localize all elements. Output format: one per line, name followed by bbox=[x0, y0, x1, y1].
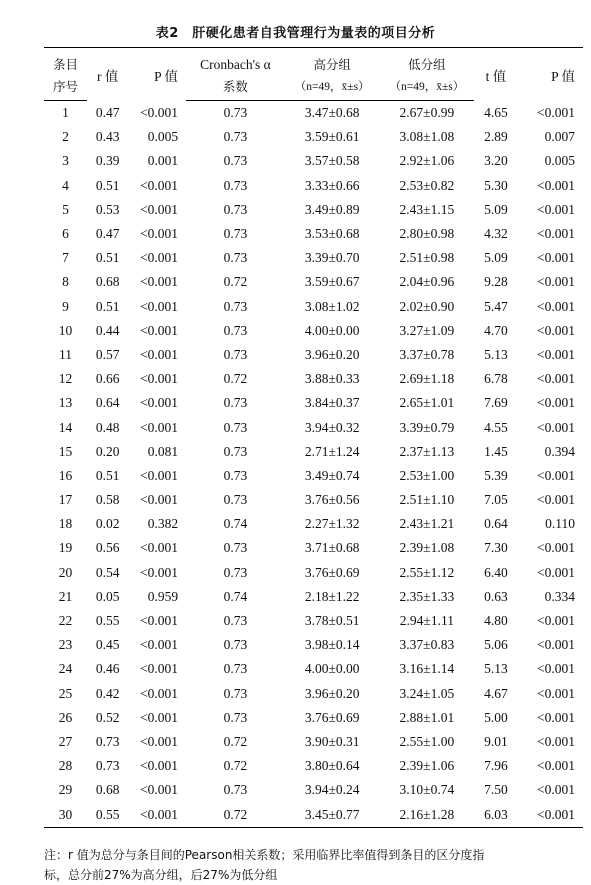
cell-alpha: 0.73 bbox=[223, 613, 248, 629]
header-r: r 值 bbox=[87, 48, 128, 101]
cell-p: <0.001 bbox=[140, 782, 179, 798]
cell-t: 4.65 bbox=[484, 104, 508, 120]
table-row bbox=[44, 706, 583, 730]
cell-alpha: 0.73 bbox=[223, 395, 248, 411]
table-row bbox=[44, 125, 583, 149]
cell-item-no: 24 bbox=[58, 661, 73, 677]
cell-alpha: 0.74 bbox=[223, 516, 248, 532]
table-row bbox=[44, 295, 583, 319]
table-header bbox=[44, 48, 583, 101]
cell-high: 3.78±0.51 bbox=[304, 613, 360, 629]
header-item-no-bottom: 序号 bbox=[44, 76, 87, 101]
cell-low: 2.43±1.15 bbox=[399, 201, 455, 217]
cell-item-no: 14 bbox=[58, 419, 73, 435]
note-line-2: 标，总分前27%为高分组，后27%为低分组 bbox=[44, 868, 278, 882]
cell-high: 3.57±0.58 bbox=[304, 153, 360, 169]
cell-item-no: 22 bbox=[58, 613, 73, 629]
cell-t: 2.89 bbox=[484, 129, 508, 145]
cell-high: 4.00±0.00 bbox=[304, 322, 360, 338]
cell-alpha: 0.72 bbox=[223, 371, 248, 387]
cell-alpha: 0.74 bbox=[223, 588, 248, 604]
cell-r: 0.43 bbox=[95, 129, 120, 145]
table-row bbox=[44, 633, 583, 657]
cell-low: 2.55±1.12 bbox=[399, 564, 455, 580]
cell-p2: 0.005 bbox=[544, 153, 575, 169]
cell-low: 2.69±1.18 bbox=[399, 371, 455, 387]
cell-p: <0.001 bbox=[128, 802, 186, 827]
cell-alpha: 0.73 bbox=[223, 226, 248, 242]
cell-alpha: 0.73 bbox=[223, 201, 248, 217]
cell-p2: 0.110 bbox=[545, 516, 575, 532]
item-analysis-table bbox=[44, 47, 583, 828]
cell-r: 0.02 bbox=[95, 516, 120, 532]
cell-high: 3.39±0.70 bbox=[304, 250, 360, 266]
cell-p2: <0.001 bbox=[537, 467, 575, 483]
cell-alpha: 0.73 bbox=[223, 250, 248, 266]
cell-r: 0.58 bbox=[95, 492, 120, 508]
cell-t: 3.20 bbox=[484, 153, 508, 169]
cell-low: 2.02±0.90 bbox=[399, 298, 455, 314]
cell-p2: <0.001 bbox=[537, 758, 575, 774]
header-p2: P 值 bbox=[518, 48, 583, 101]
cell-alpha: 0.73 bbox=[223, 467, 248, 483]
cell-t: 5.09 bbox=[484, 250, 508, 266]
cell-p2: <0.001 bbox=[537, 346, 575, 362]
cell-r: 0.55 bbox=[87, 802, 128, 827]
cell-r: 0.66 bbox=[95, 371, 120, 387]
cell-p: <0.001 bbox=[140, 637, 179, 653]
cell-p: <0.001 bbox=[140, 104, 179, 120]
table-row bbox=[44, 101, 583, 126]
cell-item-no: 21 bbox=[58, 588, 73, 604]
cell-p: <0.001 bbox=[140, 274, 179, 290]
cell-r: 0.55 bbox=[95, 613, 120, 629]
cell-r: 0.64 bbox=[95, 395, 120, 411]
cell-alpha: 0.73 bbox=[223, 105, 248, 121]
cell-high: 3.88±0.33 bbox=[304, 371, 360, 387]
cell-low: 2.37±1.13 bbox=[399, 443, 455, 459]
cell-t: 4.70 bbox=[484, 322, 508, 338]
header-row-top bbox=[44, 48, 583, 77]
cell-t: 7.96 bbox=[484, 758, 508, 774]
cell-t: 5.30 bbox=[484, 177, 508, 193]
table-row bbox=[44, 198, 583, 222]
table-row bbox=[44, 802, 583, 827]
cell-p: <0.001 bbox=[140, 226, 179, 242]
table-row bbox=[44, 561, 583, 585]
cell-t: 4.32 bbox=[484, 226, 508, 242]
cell-alpha: 0.73 bbox=[223, 564, 248, 580]
table-row bbox=[44, 222, 583, 246]
cell-item-no: 8 bbox=[62, 274, 69, 290]
cell-p: <0.001 bbox=[140, 322, 179, 338]
cell-high: 3.84±0.37 bbox=[304, 395, 360, 411]
cell-p2: <0.001 bbox=[537, 613, 575, 629]
table-body bbox=[44, 101, 583, 828]
cell-p2: 0.334 bbox=[544, 588, 575, 604]
cell-item-no: 10 bbox=[58, 322, 73, 338]
cell-p: <0.001 bbox=[140, 419, 179, 435]
header-high-top: 高分组 bbox=[285, 48, 380, 77]
cell-low: 2.55±1.00 bbox=[399, 733, 455, 749]
cell-p: <0.001 bbox=[140, 685, 179, 701]
cell-low: 2.39±1.08 bbox=[399, 540, 455, 556]
cell-low: 2.39±1.06 bbox=[399, 758, 455, 774]
table-row bbox=[44, 415, 583, 439]
cell-r: 0.73 bbox=[95, 733, 120, 749]
cell-p: <0.001 bbox=[140, 395, 179, 411]
cell-item-no: 12 bbox=[58, 371, 73, 387]
table-row bbox=[44, 464, 583, 488]
cell-item-no: 4 bbox=[62, 177, 69, 193]
cell-r: 0.47 bbox=[95, 104, 120, 120]
cell-low: 2.65±1.01 bbox=[399, 395, 455, 411]
cell-t: 4.55 bbox=[484, 419, 508, 435]
cell-t: 7.69 bbox=[484, 395, 508, 411]
cell-p2: <0.001 bbox=[537, 274, 575, 290]
cell-item-no: 11 bbox=[59, 346, 73, 362]
cell-p2: <0.001 bbox=[537, 250, 575, 266]
cell-t: 6.78 bbox=[484, 371, 508, 387]
cell-r: 0.45 bbox=[95, 637, 120, 653]
cell-item-no: 6 bbox=[62, 226, 69, 242]
cell-r: 0.68 bbox=[95, 782, 120, 798]
cell-p2: <0.001 bbox=[537, 685, 575, 701]
table-row bbox=[44, 778, 583, 802]
cell-item-no: 29 bbox=[58, 782, 73, 798]
cell-p2: <0.001 bbox=[537, 226, 575, 242]
cell-p: <0.001 bbox=[140, 346, 179, 362]
cell-alpha: 0.73 bbox=[223, 782, 248, 798]
cell-low: 2.51±1.10 bbox=[399, 492, 455, 508]
cell-p: <0.001 bbox=[140, 613, 179, 629]
table-row bbox=[44, 174, 583, 198]
table-row bbox=[44, 270, 583, 294]
table-row bbox=[44, 246, 583, 270]
cell-r: 0.51 bbox=[95, 298, 120, 314]
cell-r: 0.20 bbox=[95, 443, 120, 459]
cell-r: 0.53 bbox=[95, 201, 120, 217]
cell-t: 0.63 bbox=[484, 588, 508, 604]
cell-item-no: 19 bbox=[58, 540, 73, 556]
cell-t: 5.13 bbox=[484, 346, 508, 362]
header-t: t 值 bbox=[474, 48, 517, 101]
cell-p2: <0.001 bbox=[537, 709, 575, 725]
table-row bbox=[44, 440, 583, 464]
cell-low: 2.94±1.11 bbox=[399, 613, 454, 629]
cell-alpha: 0.72 bbox=[223, 274, 248, 290]
cell-r: 0.42 bbox=[95, 685, 120, 701]
cell-item-no: 3 bbox=[62, 153, 69, 169]
cell-item-no: 5 bbox=[62, 201, 69, 217]
cell-high: 3.96±0.20 bbox=[304, 685, 360, 701]
cell-alpha: 0.73 bbox=[223, 540, 248, 556]
cell-high: 3.76±0.69 bbox=[304, 564, 360, 580]
cell-t: 5.39 bbox=[484, 467, 508, 483]
cell-t: 0.64 bbox=[484, 516, 508, 532]
header-item-no-top: 条目 bbox=[44, 48, 87, 77]
table-row bbox=[44, 754, 583, 778]
cell-alpha: 0.73 bbox=[223, 153, 248, 169]
cell-alpha: 0.73 bbox=[223, 709, 248, 725]
table-row bbox=[44, 319, 583, 343]
cell-t: 7.30 bbox=[484, 540, 508, 556]
table-row bbox=[44, 682, 583, 706]
cell-t: 5.13 bbox=[484, 661, 508, 677]
cell-p: <0.001 bbox=[140, 298, 179, 314]
cell-p2: <0.001 bbox=[537, 419, 575, 435]
cell-low: 2.67±0.99 bbox=[399, 105, 455, 121]
cell-alpha: 0.72 bbox=[186, 802, 285, 827]
cell-alpha: 0.73 bbox=[223, 661, 248, 677]
cell-alpha: 0.72 bbox=[223, 758, 248, 774]
cell-high: 3.49±0.74 bbox=[304, 467, 360, 483]
cell-high: 3.98±0.14 bbox=[304, 637, 360, 653]
cell-low: 3.37±0.78 bbox=[399, 346, 455, 362]
cell-p: 0.959 bbox=[147, 588, 179, 604]
cell-p: <0.001 bbox=[140, 758, 179, 774]
cell-t: 4.67 bbox=[484, 685, 508, 701]
cell-low: 2.16±1.28 bbox=[380, 802, 475, 827]
header-p: P 值 bbox=[128, 48, 186, 101]
cell-alpha: 0.73 bbox=[223, 492, 248, 508]
cell-t: 6.40 bbox=[484, 564, 508, 580]
cell-item-no: 16 bbox=[58, 467, 73, 483]
table-row bbox=[44, 536, 583, 560]
table-row bbox=[44, 488, 583, 512]
cell-p2: <0.001 bbox=[518, 802, 583, 827]
cell-item-no: 27 bbox=[58, 733, 73, 749]
cell-item-no: 13 bbox=[58, 395, 73, 411]
cell-item-no: 15 bbox=[58, 443, 73, 459]
cell-low: 2.80±0.98 bbox=[399, 226, 455, 242]
cell-item-no: 26 bbox=[58, 709, 73, 725]
cell-item-no: 20 bbox=[58, 564, 73, 580]
cell-low: 3.16±1.14 bbox=[399, 661, 455, 677]
cell-r: 0.56 bbox=[95, 540, 120, 556]
header-alpha-bottom: 系数 bbox=[186, 76, 285, 101]
table-row bbox=[44, 149, 583, 173]
cell-high: 3.76±0.69 bbox=[304, 709, 360, 725]
cell-low: 2.51±0.98 bbox=[399, 250, 455, 266]
cell-alpha: 0.73 bbox=[223, 637, 248, 653]
cell-high: 2.71±1.24 bbox=[304, 443, 360, 459]
cell-high: 3.45±0.77 bbox=[285, 802, 380, 827]
cell-r: 0.44 bbox=[95, 322, 120, 338]
header-low-top: 低分组 bbox=[380, 48, 475, 77]
cell-p2: 0.007 bbox=[544, 129, 575, 145]
cell-p2: <0.001 bbox=[537, 661, 575, 677]
cell-t: 7.50 bbox=[484, 782, 508, 798]
cell-low: 3.08±1.08 bbox=[399, 129, 455, 145]
cell-p2: <0.001 bbox=[537, 782, 575, 798]
cell-p2: <0.001 bbox=[537, 733, 575, 749]
cell-r: 0.73 bbox=[95, 758, 120, 774]
cell-high: 3.71±0.68 bbox=[304, 540, 360, 556]
cell-p: <0.001 bbox=[140, 661, 179, 677]
cell-high: 3.53±0.68 bbox=[304, 226, 360, 242]
cell-item-no: 2 bbox=[62, 129, 69, 145]
cell-alpha: 0.73 bbox=[223, 177, 248, 193]
cell-high: 3.47±0.68 bbox=[304, 105, 360, 121]
cell-high: 3.49±0.89 bbox=[304, 201, 360, 217]
table-title: 表2 肝硬化患者自我管理行为量表的项目分析 bbox=[155, 26, 436, 41]
cell-low: 2.43±1.21 bbox=[399, 516, 455, 532]
cell-p2: <0.001 bbox=[537, 371, 575, 387]
cell-p: <0.001 bbox=[140, 733, 179, 749]
cell-item-no: 23 bbox=[58, 637, 73, 653]
cell-high: 2.27±1.32 bbox=[304, 516, 360, 532]
cell-p: <0.001 bbox=[140, 371, 179, 387]
header-high-bottom: （n=49，x̄±s） bbox=[285, 76, 380, 101]
cell-alpha: 0.73 bbox=[223, 322, 248, 338]
cell-item-no: 30 bbox=[44, 802, 87, 827]
cell-high: 3.94±0.24 bbox=[304, 782, 360, 798]
table-row bbox=[44, 657, 583, 681]
cell-t: 4.80 bbox=[484, 613, 508, 629]
cell-high: 3.59±0.61 bbox=[304, 129, 360, 145]
cell-high: 3.94±0.32 bbox=[304, 419, 360, 435]
cell-t: 9.28 bbox=[484, 274, 508, 290]
cell-low: 3.10±0.74 bbox=[399, 782, 455, 798]
cell-p: <0.001 bbox=[140, 177, 179, 193]
cell-item-no: 25 bbox=[58, 685, 73, 701]
cell-p2: <0.001 bbox=[537, 492, 575, 508]
cell-r: 0.46 bbox=[95, 661, 120, 677]
cell-low: 2.53±1.00 bbox=[399, 467, 455, 483]
cell-p: 0.382 bbox=[147, 516, 179, 532]
cell-high: 3.80±0.64 bbox=[304, 758, 360, 774]
cell-high: 2.18±1.22 bbox=[304, 588, 360, 604]
cell-p: 0.081 bbox=[147, 443, 179, 459]
cell-r: 0.52 bbox=[95, 709, 120, 725]
cell-p2: <0.001 bbox=[537, 637, 575, 653]
table-note bbox=[44, 845, 584, 885]
cell-p: <0.001 bbox=[140, 492, 179, 508]
header-alpha-top: Cronbach's α bbox=[186, 48, 285, 77]
table-row bbox=[44, 391, 583, 415]
cell-p2: <0.001 bbox=[537, 201, 575, 217]
cell-p2: <0.001 bbox=[537, 564, 575, 580]
cell-r: 0.51 bbox=[95, 177, 120, 193]
cell-p: <0.001 bbox=[140, 250, 179, 266]
cell-low: 3.27±1.09 bbox=[399, 322, 455, 338]
cell-item-no: 28 bbox=[58, 758, 73, 774]
cell-p2: <0.001 bbox=[537, 540, 575, 556]
cell-high: 3.76±0.56 bbox=[304, 492, 360, 508]
cell-high: 3.59±0.67 bbox=[304, 274, 360, 290]
cell-p: <0.001 bbox=[140, 709, 179, 725]
cell-t: 9.01 bbox=[484, 733, 508, 749]
cell-item-no: 17 bbox=[58, 492, 73, 508]
cell-r: 0.68 bbox=[95, 274, 120, 290]
cell-r: 0.54 bbox=[95, 564, 120, 580]
cell-p2: 0.394 bbox=[544, 443, 575, 459]
cell-low: 3.37±0.83 bbox=[399, 637, 455, 653]
cell-low: 3.39±0.79 bbox=[399, 419, 455, 435]
cell-p: 0.001 bbox=[147, 153, 179, 169]
cell-high: 3.90±0.31 bbox=[304, 733, 360, 749]
cell-item-no: 1 bbox=[62, 105, 69, 121]
cell-t: 1.45 bbox=[484, 443, 508, 459]
cell-r: 0.57 bbox=[95, 346, 120, 362]
note-line-1: 注：r 值为总分与条目间的Pearson相关系数；采用临界比率值得到条目的区分度指 bbox=[44, 848, 485, 862]
cell-p2: <0.001 bbox=[537, 298, 575, 314]
cell-r: 0.39 bbox=[95, 153, 120, 169]
cell-r: 0.51 bbox=[95, 467, 120, 483]
cell-alpha: 0.73 bbox=[223, 419, 248, 435]
cell-t: 6.03 bbox=[474, 802, 517, 827]
cell-p: 0.005 bbox=[147, 129, 179, 145]
cell-p: <0.001 bbox=[140, 564, 179, 580]
cell-item-no: 18 bbox=[58, 516, 73, 532]
cell-t: 5.47 bbox=[484, 298, 508, 314]
table-row bbox=[44, 609, 583, 633]
cell-low: 2.35±1.33 bbox=[399, 588, 455, 604]
cell-high: 3.96±0.20 bbox=[304, 346, 360, 362]
cell-r: 0.51 bbox=[95, 250, 120, 266]
cell-low: 3.24±1.05 bbox=[399, 685, 455, 701]
cell-p: <0.001 bbox=[140, 540, 179, 556]
cell-low: 2.92±1.06 bbox=[399, 153, 455, 169]
cell-r: 0.05 bbox=[95, 588, 120, 604]
cell-p2: <0.001 bbox=[537, 177, 575, 193]
cell-p2: <0.001 bbox=[537, 322, 575, 338]
table-row bbox=[44, 512, 583, 536]
cell-alpha: 0.73 bbox=[223, 346, 248, 362]
cell-alpha: 0.73 bbox=[223, 129, 248, 145]
header-low-bottom: （n=49，x̄±s） bbox=[380, 76, 475, 101]
table-row bbox=[44, 343, 583, 367]
cell-t: 5.06 bbox=[484, 637, 508, 653]
cell-low: 2.04±0.96 bbox=[399, 274, 455, 290]
cell-item-no: 7 bbox=[62, 250, 69, 266]
cell-high: 3.33±0.66 bbox=[304, 177, 360, 193]
cell-t: 7.05 bbox=[484, 492, 508, 508]
cell-p: <0.001 bbox=[140, 467, 179, 483]
cell-alpha: 0.72 bbox=[223, 733, 248, 749]
table-row bbox=[44, 730, 583, 754]
cell-item-no: 9 bbox=[62, 298, 69, 314]
cell-t: 5.00 bbox=[484, 709, 508, 725]
cell-alpha: 0.73 bbox=[223, 298, 248, 314]
cell-p2: <0.001 bbox=[537, 395, 575, 411]
table-row bbox=[44, 585, 583, 609]
cell-t: 5.09 bbox=[484, 201, 508, 217]
cell-high: 3.08±1.02 bbox=[304, 298, 360, 314]
cell-low: 2.53±0.82 bbox=[399, 177, 455, 193]
cell-high: 4.00±0.00 bbox=[304, 661, 360, 677]
cell-p2: <0.001 bbox=[537, 104, 575, 120]
table-row bbox=[44, 367, 583, 391]
cell-r: 0.48 bbox=[95, 419, 120, 435]
cell-alpha: 0.73 bbox=[223, 685, 248, 701]
cell-r: 0.47 bbox=[95, 226, 120, 242]
cell-low: 2.88±1.01 bbox=[399, 709, 455, 725]
cell-alpha: 0.73 bbox=[223, 443, 248, 459]
cell-p: <0.001 bbox=[140, 201, 179, 217]
